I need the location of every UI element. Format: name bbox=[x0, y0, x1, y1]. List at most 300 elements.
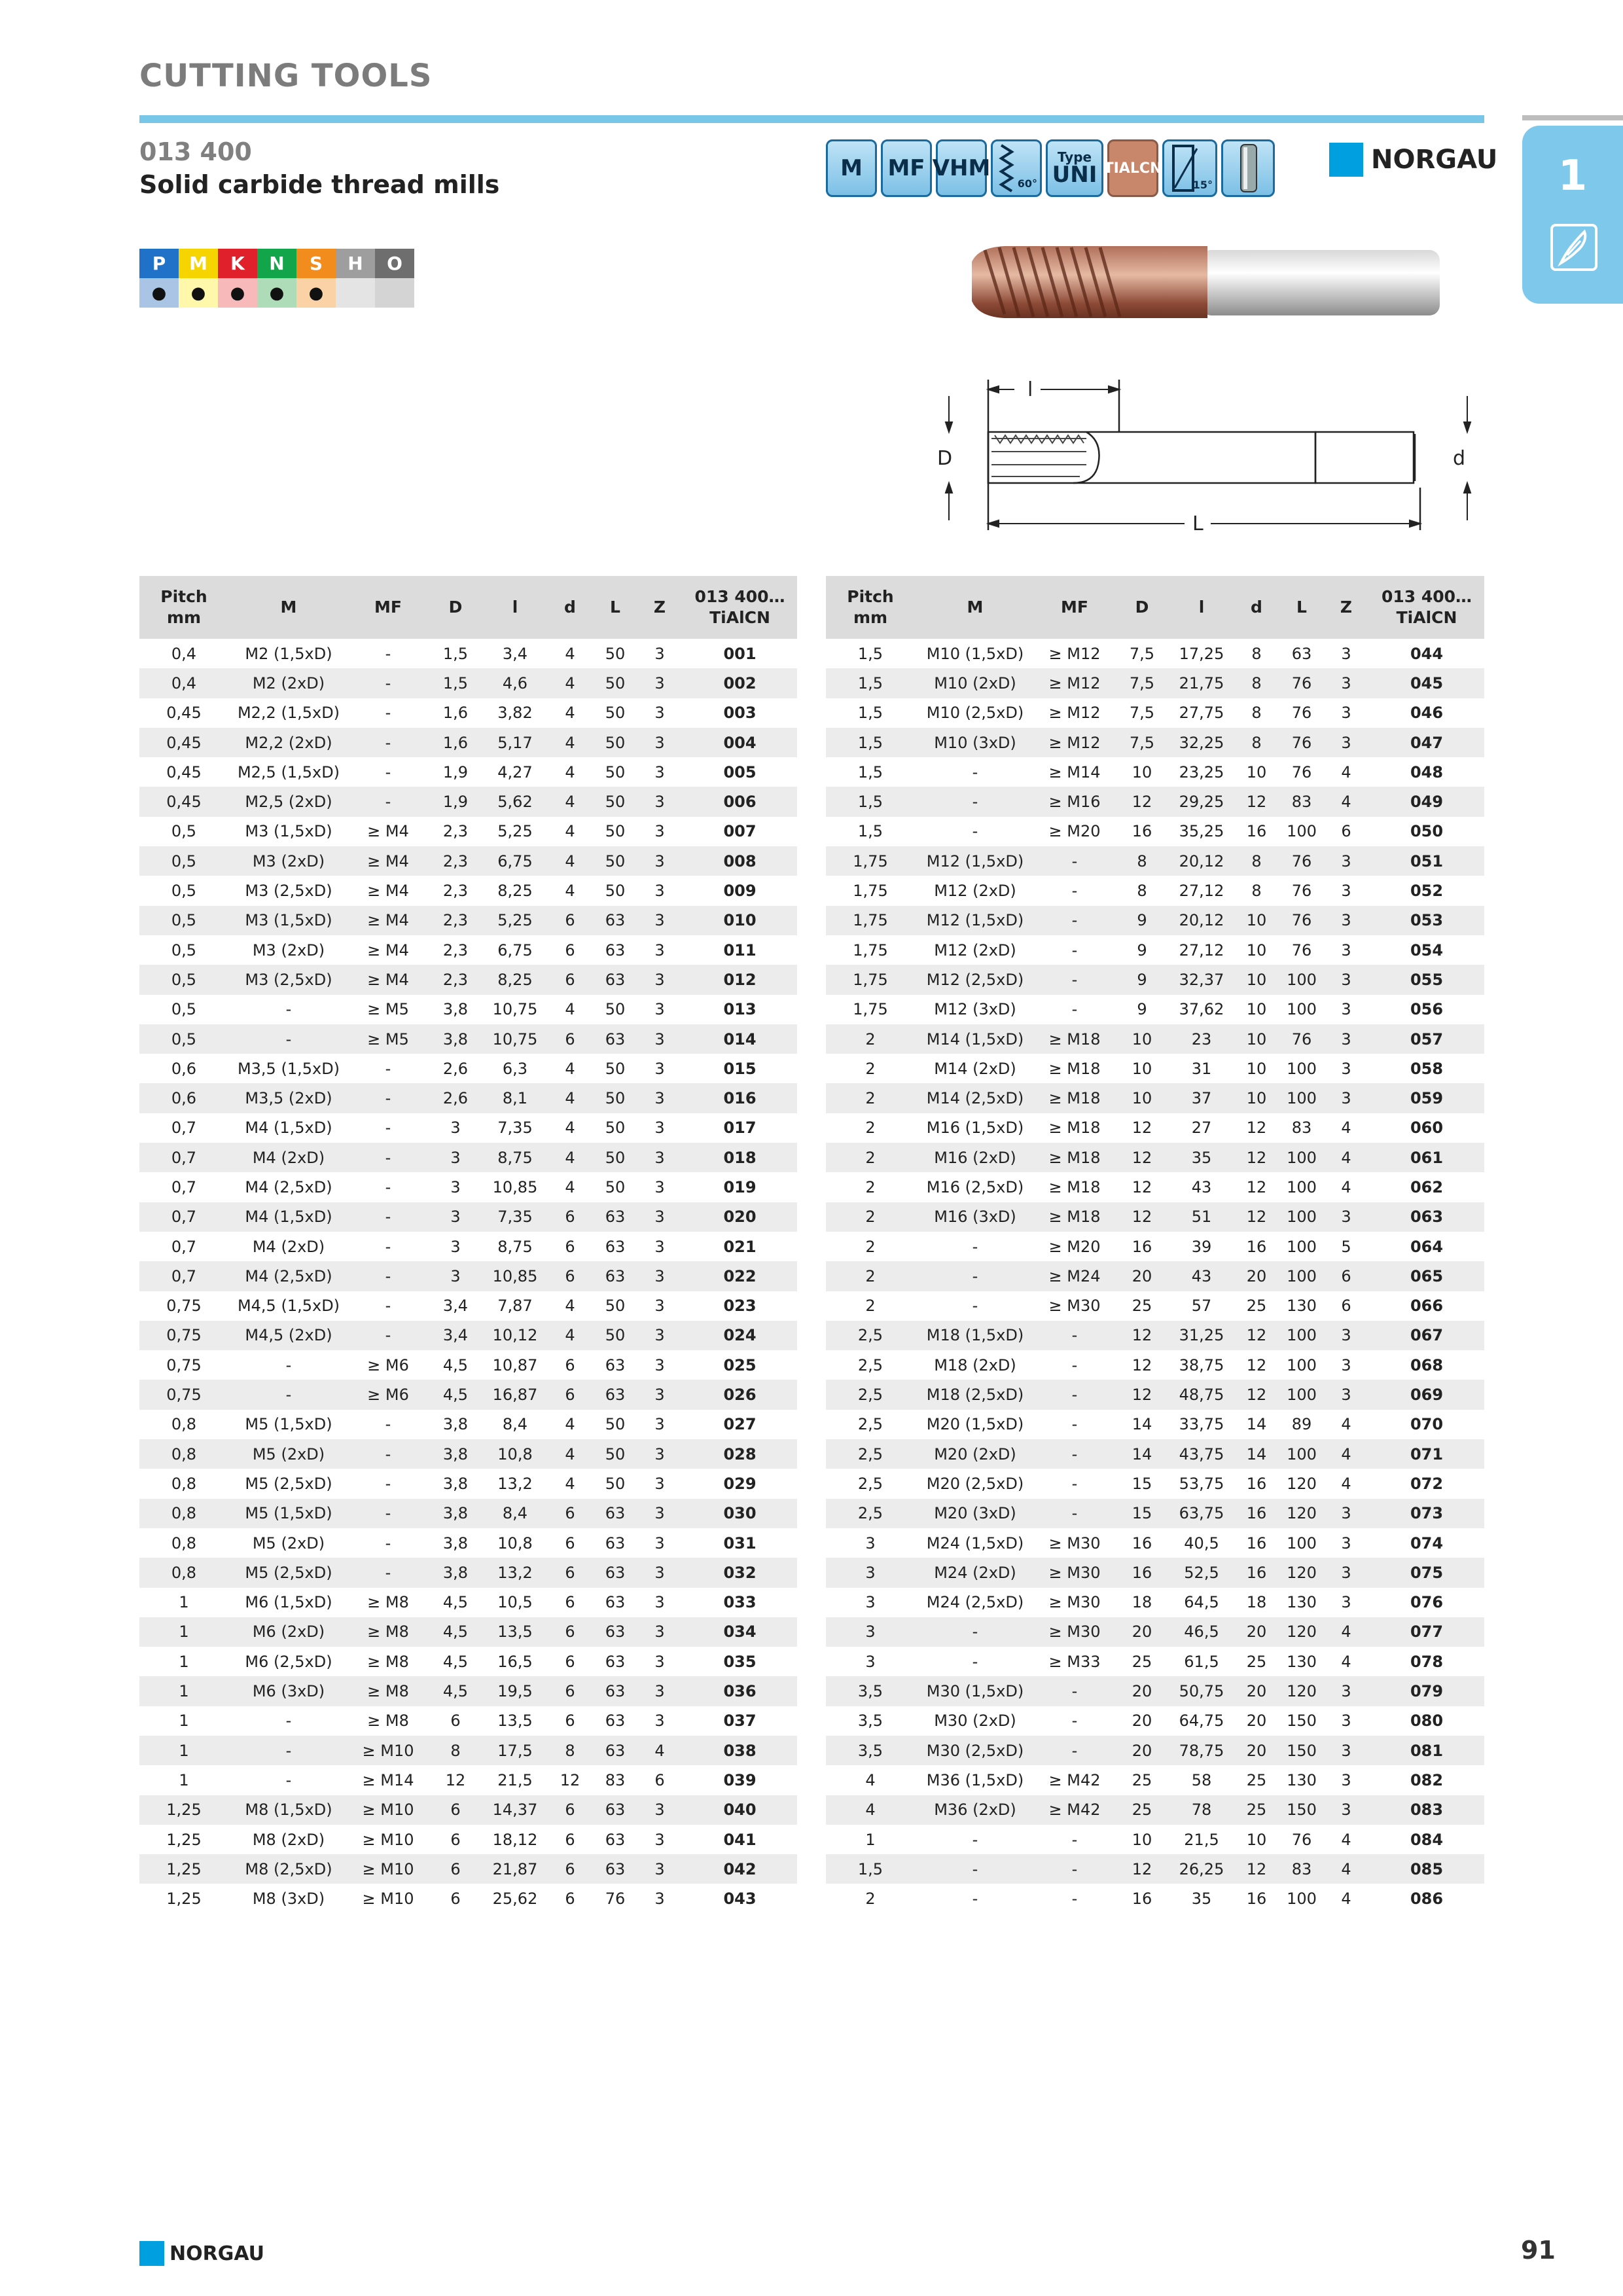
table-cell: - bbox=[1035, 1321, 1114, 1350]
table-cell: 2,6 bbox=[442, 1059, 469, 1078]
table-cell: 3 bbox=[1341, 1000, 1351, 1019]
table-cell: 4 bbox=[565, 882, 575, 901]
table-row bbox=[139, 935, 797, 965]
table-cell: 1,75 bbox=[853, 882, 888, 901]
material-s bbox=[296, 249, 336, 308]
table-cell: 3 bbox=[637, 1617, 683, 1647]
article-code: 029 bbox=[723, 1474, 757, 1493]
table-cell: 0,75 bbox=[166, 1355, 202, 1374]
table-cell: 3,8 bbox=[442, 1474, 469, 1493]
table-cell: 20 bbox=[1114, 1617, 1170, 1647]
table-row bbox=[139, 698, 797, 728]
table-cell: 10 bbox=[1246, 762, 1267, 781]
table-cell: 4,5 bbox=[442, 1355, 469, 1374]
article-code: 002 bbox=[683, 668, 797, 698]
table-cell: 3 bbox=[637, 1499, 683, 1528]
table-cell: 10 bbox=[1114, 1083, 1170, 1113]
table-cell: 63 bbox=[605, 1652, 626, 1671]
table-cell: M2,2 (1,5xD) bbox=[237, 704, 340, 723]
table-cell: 8 bbox=[1114, 846, 1170, 876]
table-cell: ≥ M10 bbox=[362, 1830, 414, 1849]
table-cell: - bbox=[349, 1083, 427, 1113]
table-cell: 3 bbox=[637, 965, 683, 994]
table-cell: - bbox=[1071, 1415, 1078, 1434]
table-cell: 3 bbox=[654, 1415, 665, 1434]
table-cell: - bbox=[228, 1736, 349, 1765]
table-cell: 0,7 bbox=[171, 1237, 197, 1256]
table-cell: M8 (3xD) bbox=[252, 1890, 325, 1909]
table-cell: 52,5 bbox=[1170, 1558, 1233, 1587]
table-cell: 4 bbox=[1323, 1617, 1369, 1647]
article-code: 063 bbox=[1369, 1202, 1484, 1232]
table-cell: M14 (2xD) bbox=[934, 1059, 1016, 1078]
table-cell: 4,5 bbox=[442, 1652, 469, 1671]
table-row bbox=[826, 876, 1484, 905]
table-cell: M10 (3xD) bbox=[915, 728, 1035, 757]
article-code: 066 bbox=[1410, 1297, 1444, 1316]
table-cell: 4 bbox=[565, 1415, 575, 1434]
thread-mill-image bbox=[965, 236, 1450, 327]
table-cell: 50 bbox=[605, 1297, 626, 1316]
table-cell: ≥ M20 bbox=[1048, 822, 1101, 841]
table-cell: ≥ M20 bbox=[1048, 1237, 1101, 1256]
article-code: 084 bbox=[1410, 1830, 1444, 1849]
article-code: 073 bbox=[1369, 1499, 1484, 1528]
table-cell: 1,25 bbox=[139, 1854, 228, 1884]
table-cell: 120 bbox=[1280, 1558, 1323, 1587]
table-cell: 100 bbox=[1287, 1237, 1317, 1256]
table-cell: 4 bbox=[565, 704, 575, 723]
table-cell: 39 bbox=[1191, 1237, 1212, 1256]
table-row bbox=[139, 1765, 797, 1795]
table-cell: 6 bbox=[565, 1593, 575, 1612]
table-cell: 20,12 bbox=[1170, 846, 1233, 876]
table-cell: 50 bbox=[605, 1000, 626, 1019]
table-cell: 3 bbox=[654, 1000, 665, 1019]
table-cell: 2,3 bbox=[427, 846, 484, 876]
table-cell: 3 bbox=[637, 1854, 683, 1884]
table-row bbox=[139, 1617, 797, 1647]
table-cell: 3 bbox=[637, 1795, 683, 1825]
table-cell: 16 bbox=[1246, 1534, 1267, 1552]
table-cell: 3 bbox=[826, 1558, 915, 1587]
table-cell: 3 bbox=[637, 906, 683, 935]
table-cell: 1,5 bbox=[857, 822, 883, 841]
table-cell: 130 bbox=[1287, 1297, 1317, 1316]
table-cell: 6 bbox=[546, 1676, 594, 1706]
table-cell: 3 bbox=[654, 1119, 665, 1138]
table-cell: 0,5 bbox=[139, 846, 228, 876]
table-cell: 2,5 bbox=[857, 1415, 883, 1434]
table-row bbox=[139, 817, 797, 846]
table-cell: 3 bbox=[1341, 644, 1351, 663]
table-cell: 4 bbox=[565, 1297, 575, 1316]
table-cell: 1 bbox=[139, 1736, 228, 1765]
table-cell: 3 bbox=[1323, 846, 1369, 876]
table-cell: 6 bbox=[450, 1890, 461, 1909]
article-code: 051 bbox=[1369, 846, 1484, 876]
table-cell: M3 (1,5xD) bbox=[228, 906, 349, 935]
table-cell: 20 bbox=[1233, 1617, 1280, 1647]
table-cell: M4 (1,5xD) bbox=[245, 1119, 332, 1138]
table-cell: 25 bbox=[1132, 1652, 1152, 1671]
table-cell: 2 bbox=[826, 1261, 915, 1291]
table-cell: 83 bbox=[1280, 1854, 1323, 1884]
table-cell: 50 bbox=[605, 1059, 626, 1078]
table-cell: 3,5 bbox=[857, 1712, 883, 1731]
table-cell: ≥ M30 bbox=[1048, 1534, 1101, 1552]
table-cell: 3 bbox=[1341, 1770, 1351, 1789]
table-cell: 18,12 bbox=[492, 1830, 538, 1849]
table-cell: 3 bbox=[637, 1143, 683, 1172]
table-row bbox=[139, 1439, 797, 1469]
table-cell: - bbox=[285, 1000, 292, 1019]
table-row bbox=[826, 1825, 1484, 1854]
table-cell: - bbox=[385, 1119, 391, 1138]
table-cell: 8,25 bbox=[497, 882, 533, 901]
table-row bbox=[826, 1617, 1484, 1647]
table-row bbox=[826, 1469, 1484, 1498]
table-cell: 3,5 bbox=[826, 1736, 915, 1765]
table-cell: - bbox=[1071, 1830, 1078, 1849]
table-row bbox=[826, 1795, 1484, 1825]
table-cell: ≥ M42 bbox=[1035, 1795, 1114, 1825]
table-cell: 63 bbox=[594, 1795, 637, 1825]
article-code: 014 bbox=[683, 1024, 797, 1054]
table-cell: 100 bbox=[1280, 1202, 1323, 1232]
table-cell: 27,12 bbox=[1179, 882, 1224, 901]
table-cell: - bbox=[349, 1143, 427, 1172]
article-code: 036 bbox=[683, 1676, 797, 1706]
table-cell: - bbox=[1035, 1499, 1114, 1528]
table-row bbox=[826, 1291, 1484, 1321]
table-cell: 6 bbox=[546, 1499, 594, 1528]
table-cell: 4 bbox=[565, 1000, 575, 1019]
table-row bbox=[826, 965, 1484, 994]
table-cell: 4 bbox=[565, 762, 575, 781]
table-cell: - bbox=[915, 1617, 1035, 1647]
table-cell: 100 bbox=[1280, 1380, 1323, 1409]
article-code: 067 bbox=[1369, 1321, 1484, 1350]
table-row bbox=[139, 1825, 797, 1854]
table-cell: 25 bbox=[1114, 1795, 1170, 1825]
table-cell: 2 bbox=[865, 1119, 876, 1138]
table-cell: M20 (2xD) bbox=[915, 1439, 1035, 1469]
table-cell: 1,75 bbox=[826, 906, 915, 935]
table-cell: 35 bbox=[1170, 1143, 1233, 1172]
table-cell: 3 bbox=[450, 1237, 461, 1256]
table-cell: M12 (1,5xD) bbox=[915, 906, 1035, 935]
table-row bbox=[139, 757, 797, 787]
article-code: 037 bbox=[723, 1712, 757, 1731]
table-cell: - bbox=[915, 787, 1035, 816]
table-cell: 7,5 bbox=[1114, 728, 1170, 757]
table-row bbox=[139, 906, 797, 935]
table-cell: 8 bbox=[1233, 846, 1280, 876]
table-cell: 20 bbox=[1114, 1261, 1170, 1291]
table-row bbox=[139, 1410, 797, 1439]
table-cell: 4 bbox=[1323, 1854, 1369, 1884]
table-cell: ≥ M6 bbox=[349, 1380, 427, 1409]
table-row bbox=[139, 1647, 797, 1676]
table-cell: 16 bbox=[1132, 1534, 1152, 1552]
table-cell: - bbox=[1071, 882, 1078, 901]
table-cell: 100 bbox=[1287, 822, 1317, 841]
page-number: 91 bbox=[1521, 2236, 1556, 2265]
table-cell: ≥ M10 bbox=[362, 1890, 414, 1909]
table-cell: 26,25 bbox=[1170, 1854, 1233, 1884]
table-row bbox=[826, 1499, 1484, 1528]
table-row bbox=[139, 1291, 797, 1321]
table-cell: M16 (1,5xD) bbox=[926, 1119, 1024, 1138]
badge-tialcn: TIALCN bbox=[1107, 139, 1158, 197]
table-row bbox=[139, 1172, 797, 1202]
table-row bbox=[826, 1676, 1484, 1706]
chapter-tab[interactable] bbox=[1522, 126, 1623, 304]
table-cell: 0,45 bbox=[139, 787, 228, 816]
thread-60-icon: 60° bbox=[991, 139, 1042, 197]
table-cell: 76 bbox=[1291, 1830, 1312, 1849]
table-cell: 3 bbox=[654, 1474, 665, 1493]
table-cell: 16,87 bbox=[484, 1380, 546, 1409]
table-cell: 53,75 bbox=[1179, 1474, 1224, 1493]
material-dot bbox=[336, 278, 375, 308]
table-cell: 3 bbox=[427, 1143, 484, 1172]
article-code: 075 bbox=[1369, 1558, 1484, 1587]
table-row bbox=[139, 1884, 797, 1913]
table-row bbox=[139, 787, 797, 816]
table-cell: 43 bbox=[1170, 1261, 1233, 1291]
table-cell: 4 bbox=[546, 1083, 594, 1113]
table-cell: M8 (1,5xD) bbox=[228, 1795, 349, 1825]
table-cell: 3,5 bbox=[826, 1676, 915, 1706]
material-label: N bbox=[257, 249, 296, 278]
table-cell: 21,5 bbox=[497, 1770, 533, 1789]
table-row bbox=[139, 1024, 797, 1054]
table-cell: 12 bbox=[1233, 1202, 1280, 1232]
table-cell: 1,5 bbox=[442, 644, 469, 663]
table-cell: 3 bbox=[1323, 1024, 1369, 1054]
table-cell: M14 (1,5xD) bbox=[915, 1024, 1035, 1054]
table-row bbox=[139, 965, 797, 994]
table-cell: 32,37 bbox=[1170, 965, 1233, 994]
table-cell: 4 bbox=[1341, 1830, 1351, 1849]
table-cell: 10,12 bbox=[484, 1321, 546, 1350]
table-cell: 4 bbox=[546, 1143, 594, 1172]
table-cell: 4,5 bbox=[442, 1593, 469, 1612]
table-cell: M20 (2,5xD) bbox=[926, 1474, 1024, 1493]
table-cell: 1,9 bbox=[442, 762, 469, 781]
table-cell: 2,5 bbox=[826, 1439, 915, 1469]
table-cell: 3 bbox=[637, 1261, 683, 1291]
table-cell: 3 bbox=[637, 1202, 683, 1232]
material-dot: ● bbox=[179, 278, 218, 308]
article-code: 038 bbox=[683, 1736, 797, 1765]
table-cell: 6,75 bbox=[484, 846, 546, 876]
table-cell: - bbox=[1071, 1000, 1078, 1019]
table-cell: 3 bbox=[637, 1558, 683, 1587]
table-cell: 50 bbox=[594, 1439, 637, 1469]
table-cell: 2 bbox=[826, 1143, 915, 1172]
article-code: 015 bbox=[723, 1059, 757, 1078]
article-code: 022 bbox=[683, 1261, 797, 1291]
table-cell: ≥ M30 bbox=[1035, 1558, 1114, 1587]
table-row bbox=[139, 1588, 797, 1617]
table-cell: 8,4 bbox=[484, 1499, 546, 1528]
table-cell: 12 bbox=[1114, 1143, 1170, 1172]
table-cell: 63 bbox=[605, 1534, 626, 1552]
table-cell: 2,3 bbox=[442, 882, 469, 901]
table-cell: 3 bbox=[1341, 1712, 1351, 1731]
article-code: 069 bbox=[1369, 1380, 1484, 1409]
article-code: 048 bbox=[1410, 762, 1444, 781]
table-cell: 2 bbox=[865, 1059, 876, 1078]
table-cell: M18 (2,5xD) bbox=[915, 1380, 1035, 1409]
table-cell: 25 bbox=[1132, 1297, 1152, 1316]
article-code: 031 bbox=[723, 1534, 757, 1552]
table-cell: 35,25 bbox=[1179, 822, 1224, 841]
table-cell: 1 bbox=[179, 1770, 189, 1789]
table-cell: ≥ M18 bbox=[1035, 1202, 1114, 1232]
table-cell: 3 bbox=[826, 1617, 915, 1647]
table-cell: 6 bbox=[565, 1890, 575, 1909]
table-cell: 20 bbox=[1114, 1676, 1170, 1706]
table-cell: 10,87 bbox=[492, 1355, 538, 1374]
table-cell: 12 bbox=[1114, 1854, 1170, 1884]
table-cell: 6 bbox=[546, 1261, 594, 1291]
column-header: d bbox=[546, 576, 594, 639]
table-cell: 1,5 bbox=[826, 787, 915, 816]
column-header: MF bbox=[1035, 576, 1114, 639]
article-code: 020 bbox=[683, 1202, 797, 1232]
table-cell: 20 bbox=[1233, 1676, 1280, 1706]
table-cell: 25 bbox=[1246, 1652, 1267, 1671]
dim-label-D: D bbox=[937, 447, 953, 470]
table-cell: 50 bbox=[594, 668, 637, 698]
table-cell: 3,4 bbox=[427, 1321, 484, 1350]
table-cell: 0,5 bbox=[139, 965, 228, 994]
table-cell: - bbox=[385, 762, 391, 781]
table-cell: 2,3 bbox=[442, 941, 469, 960]
table-cell: 3 bbox=[1341, 941, 1351, 960]
article-code: 033 bbox=[723, 1593, 757, 1612]
table-row bbox=[826, 1884, 1484, 1913]
table-cell: M14 (2,5xD) bbox=[915, 1083, 1035, 1113]
table-row bbox=[826, 1528, 1484, 1558]
table-cell: 20 bbox=[1233, 1261, 1280, 1291]
table-cell: 4 bbox=[1341, 1652, 1351, 1671]
table-cell: 3,4 bbox=[502, 644, 528, 663]
table-cell: 76 bbox=[1291, 762, 1312, 781]
table-cell: M3 (2xD) bbox=[252, 941, 325, 960]
table-cell: M24 (1,5xD) bbox=[926, 1534, 1024, 1552]
table-cell: 1,5 bbox=[826, 1854, 915, 1884]
table-cell: 76 bbox=[1280, 846, 1323, 876]
table-cell: 6 bbox=[546, 1854, 594, 1884]
table-row bbox=[826, 1706, 1484, 1736]
table-cell: 50 bbox=[594, 1143, 637, 1172]
table-cell: 16 bbox=[1233, 1558, 1280, 1587]
table-cell: ≥ M8 bbox=[367, 1652, 409, 1671]
table-cell: 63 bbox=[605, 1237, 626, 1256]
table-cell: 0,6 bbox=[171, 1059, 197, 1078]
table-cell: M3 (2,5xD) bbox=[228, 965, 349, 994]
article-code: 056 bbox=[1410, 1000, 1444, 1019]
table-cell: M4 (2xD) bbox=[252, 1237, 325, 1256]
material-groups bbox=[139, 249, 414, 308]
table-cell: ≥ M42 bbox=[1048, 1770, 1101, 1789]
column-header: MF bbox=[349, 576, 427, 639]
table-cell: 6 bbox=[565, 1237, 575, 1256]
table-cell: 6,3 bbox=[502, 1059, 528, 1078]
table-cell: 76 bbox=[605, 1890, 626, 1909]
article-code: 085 bbox=[1369, 1854, 1484, 1884]
table-row bbox=[139, 995, 797, 1024]
table-cell: M4 (2,5xD) bbox=[228, 1261, 349, 1291]
table-cell: 6 bbox=[565, 1830, 575, 1849]
table-cell: 25 bbox=[1246, 1770, 1267, 1789]
column-header: Z bbox=[637, 576, 683, 639]
table-cell: 100 bbox=[1287, 1890, 1317, 1909]
badge-vhm: VHM bbox=[936, 139, 987, 197]
table-cell: 76 bbox=[1280, 906, 1323, 935]
table-cell: 0,5 bbox=[171, 822, 197, 841]
article-code: 003 bbox=[723, 704, 757, 723]
table-cell: 100 bbox=[1280, 1083, 1323, 1113]
table-cell: 58 bbox=[1191, 1770, 1212, 1789]
table-cell: ≥ M8 bbox=[349, 1617, 427, 1647]
table-cell: 3 bbox=[654, 882, 665, 901]
table-cell: 10 bbox=[1233, 965, 1280, 994]
article-code: 030 bbox=[683, 1499, 797, 1528]
table-row bbox=[826, 1024, 1484, 1054]
table-cell: 10 bbox=[1246, 941, 1267, 960]
table-cell: 63,75 bbox=[1170, 1499, 1233, 1528]
table-cell: 3 bbox=[1323, 1202, 1369, 1232]
table-cell: - bbox=[385, 1177, 391, 1196]
table-cell: 100 bbox=[1280, 1439, 1323, 1469]
table-cell: 38,75 bbox=[1179, 1355, 1224, 1374]
table-cell: 3 bbox=[1323, 668, 1369, 698]
table-cell: 76 bbox=[1280, 1024, 1323, 1054]
article-code: 023 bbox=[723, 1297, 757, 1316]
article-code: 071 bbox=[1369, 1439, 1484, 1469]
table-cell: 50 bbox=[594, 846, 637, 876]
table-cell: M36 (1,5xD) bbox=[926, 1770, 1024, 1789]
table-cell: 3 bbox=[1323, 1558, 1369, 1587]
table-cell: 3 bbox=[1341, 1059, 1351, 1078]
article-code: 072 bbox=[1410, 1474, 1444, 1493]
table-row bbox=[826, 1321, 1484, 1350]
table-row bbox=[139, 1795, 797, 1825]
table-cell: M12 (2,5xD) bbox=[915, 965, 1035, 994]
table-cell: 4 bbox=[546, 787, 594, 816]
table-cell: M30 (2xD) bbox=[934, 1712, 1016, 1731]
table-cell: 13,5 bbox=[484, 1617, 546, 1647]
table-cell: M20 (1,5xD) bbox=[926, 1415, 1024, 1434]
table-cell: 2,6 bbox=[427, 1083, 484, 1113]
article-code: 065 bbox=[1369, 1261, 1484, 1291]
table-cell: - bbox=[1035, 1380, 1114, 1409]
table-cell: 2,5 bbox=[826, 1380, 915, 1409]
column-header: Pitch mm bbox=[826, 576, 915, 639]
table-cell: 13,2 bbox=[484, 1558, 546, 1587]
table-row bbox=[139, 1261, 797, 1291]
table-cell: 6 bbox=[546, 1024, 594, 1054]
table-cell: 3 bbox=[654, 1712, 665, 1731]
table-cell: 18 bbox=[1246, 1593, 1267, 1612]
table-cell: 3,82 bbox=[497, 704, 533, 723]
